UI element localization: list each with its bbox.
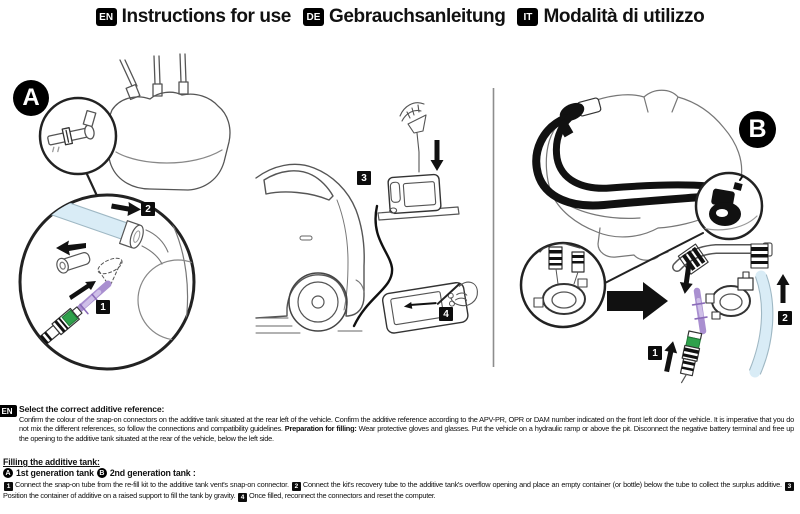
arrow-up-b2: [777, 274, 790, 303]
generation-a-label: 1st generation tank: [16, 468, 94, 478]
steps-paragraph: [3, 480, 796, 502]
exploded-view-b: [660, 243, 789, 385]
car-illustration: [256, 103, 482, 334]
arrow-down-fill: [431, 140, 444, 171]
select-reference-heading: Select the correct additive reference:: [19, 404, 165, 414]
magnifier-link-a: [86, 172, 98, 198]
panel-b-marker: B: [739, 111, 776, 148]
car-body: [256, 164, 364, 333]
step-3-number: 3: [785, 482, 794, 491]
title-text-it: Modalità di utilizzo: [543, 6, 705, 27]
step-2-number: 2: [292, 482, 301, 491]
magnifier-large-a: [20, 192, 218, 369]
filling-heading: Filling the additive tank:: [3, 457, 100, 467]
step-marker-3: 3: [357, 171, 371, 185]
additive-tube-purple-b: [693, 291, 707, 331]
step-marker-4: 4: [439, 307, 453, 321]
generation-b-label: 2nd generation tank :: [109, 468, 196, 478]
title-text-de: Gebrauchsanleitung: [328, 6, 506, 27]
step-4-number: 4: [238, 493, 247, 502]
diagnostic-device: [382, 280, 482, 334]
snap-connector-green-b: [677, 331, 702, 385]
lang-badge-en: EN: [0, 405, 17, 417]
magnifier-large-b: [521, 243, 605, 327]
title-text-en: Instructions for use: [121, 6, 291, 27]
reference-paragraph-part2: Wear protective gloves and glasses. Put the vehicle on a hydraulic ramp or above the pit. Disconnect the negative battery terminal and free up the opening to the additive tank situated at the rear of the vehicle, below the left side.: [19, 424, 794, 443]
step-marker-b1: 1: [648, 346, 662, 360]
generation-a-marker: A: [3, 468, 13, 478]
reference-paragraph-part1: Confirm the colour of the snap-on connectors on the additive tank situated at the rear left of the vehicle. Confirm the additive reference according to the APV-PR, OPR or DAM number indicated on the front left door of the vehicle. It is imperative that you do not mix the different references, so follow the connections and compatibility guidelines.: [19, 415, 794, 434]
reference-paragraph: [19, 415, 794, 443]
additive-container: [387, 174, 441, 214]
step-2-text: Connect the kit's recovery tube to the additive tank's overflow opening and place an empty container (or bottle) below the tube to collect the surplus additive.: [302, 480, 782, 489]
magnifier-small-a: [40, 98, 116, 174]
arrow-big-right-b: [607, 282, 668, 320]
additive-tank-a: [107, 54, 230, 190]
generation-line: [3, 468, 196, 478]
lang-chip-it: IT: [517, 8, 538, 26]
step-marker-a2: 2: [141, 202, 155, 216]
tank-b-hoses: [536, 99, 714, 205]
funnel-and-hand: [400, 103, 426, 172]
lang-chip-en: EN: [96, 8, 117, 26]
panel-a-illustration: [20, 54, 230, 369]
step-4-text: Once filled, reconnect the connectors and reset the computer.: [249, 491, 436, 500]
lang-chip-de: DE: [303, 8, 324, 26]
step-marker-b2: 2: [778, 311, 792, 325]
step-1-text: Connect the snap-on tube from the re-fill kit to the additive tank vent's snap-on connector.: [15, 480, 289, 489]
panel-a-marker: A: [13, 80, 49, 116]
step-marker-a1: 1: [96, 300, 110, 314]
preparation-for-filling-label: Preparation for filling:: [284, 424, 357, 434]
magnifier-small-b: [696, 173, 762, 239]
generation-b-marker: B: [97, 468, 107, 478]
arrow-up-b1: [660, 340, 679, 373]
step-3-text: Position the container of additive on a raised support to fill the tank by gravity.: [3, 491, 236, 500]
pump-outline-b: [706, 272, 753, 319]
step-1-number: 1: [4, 482, 13, 491]
